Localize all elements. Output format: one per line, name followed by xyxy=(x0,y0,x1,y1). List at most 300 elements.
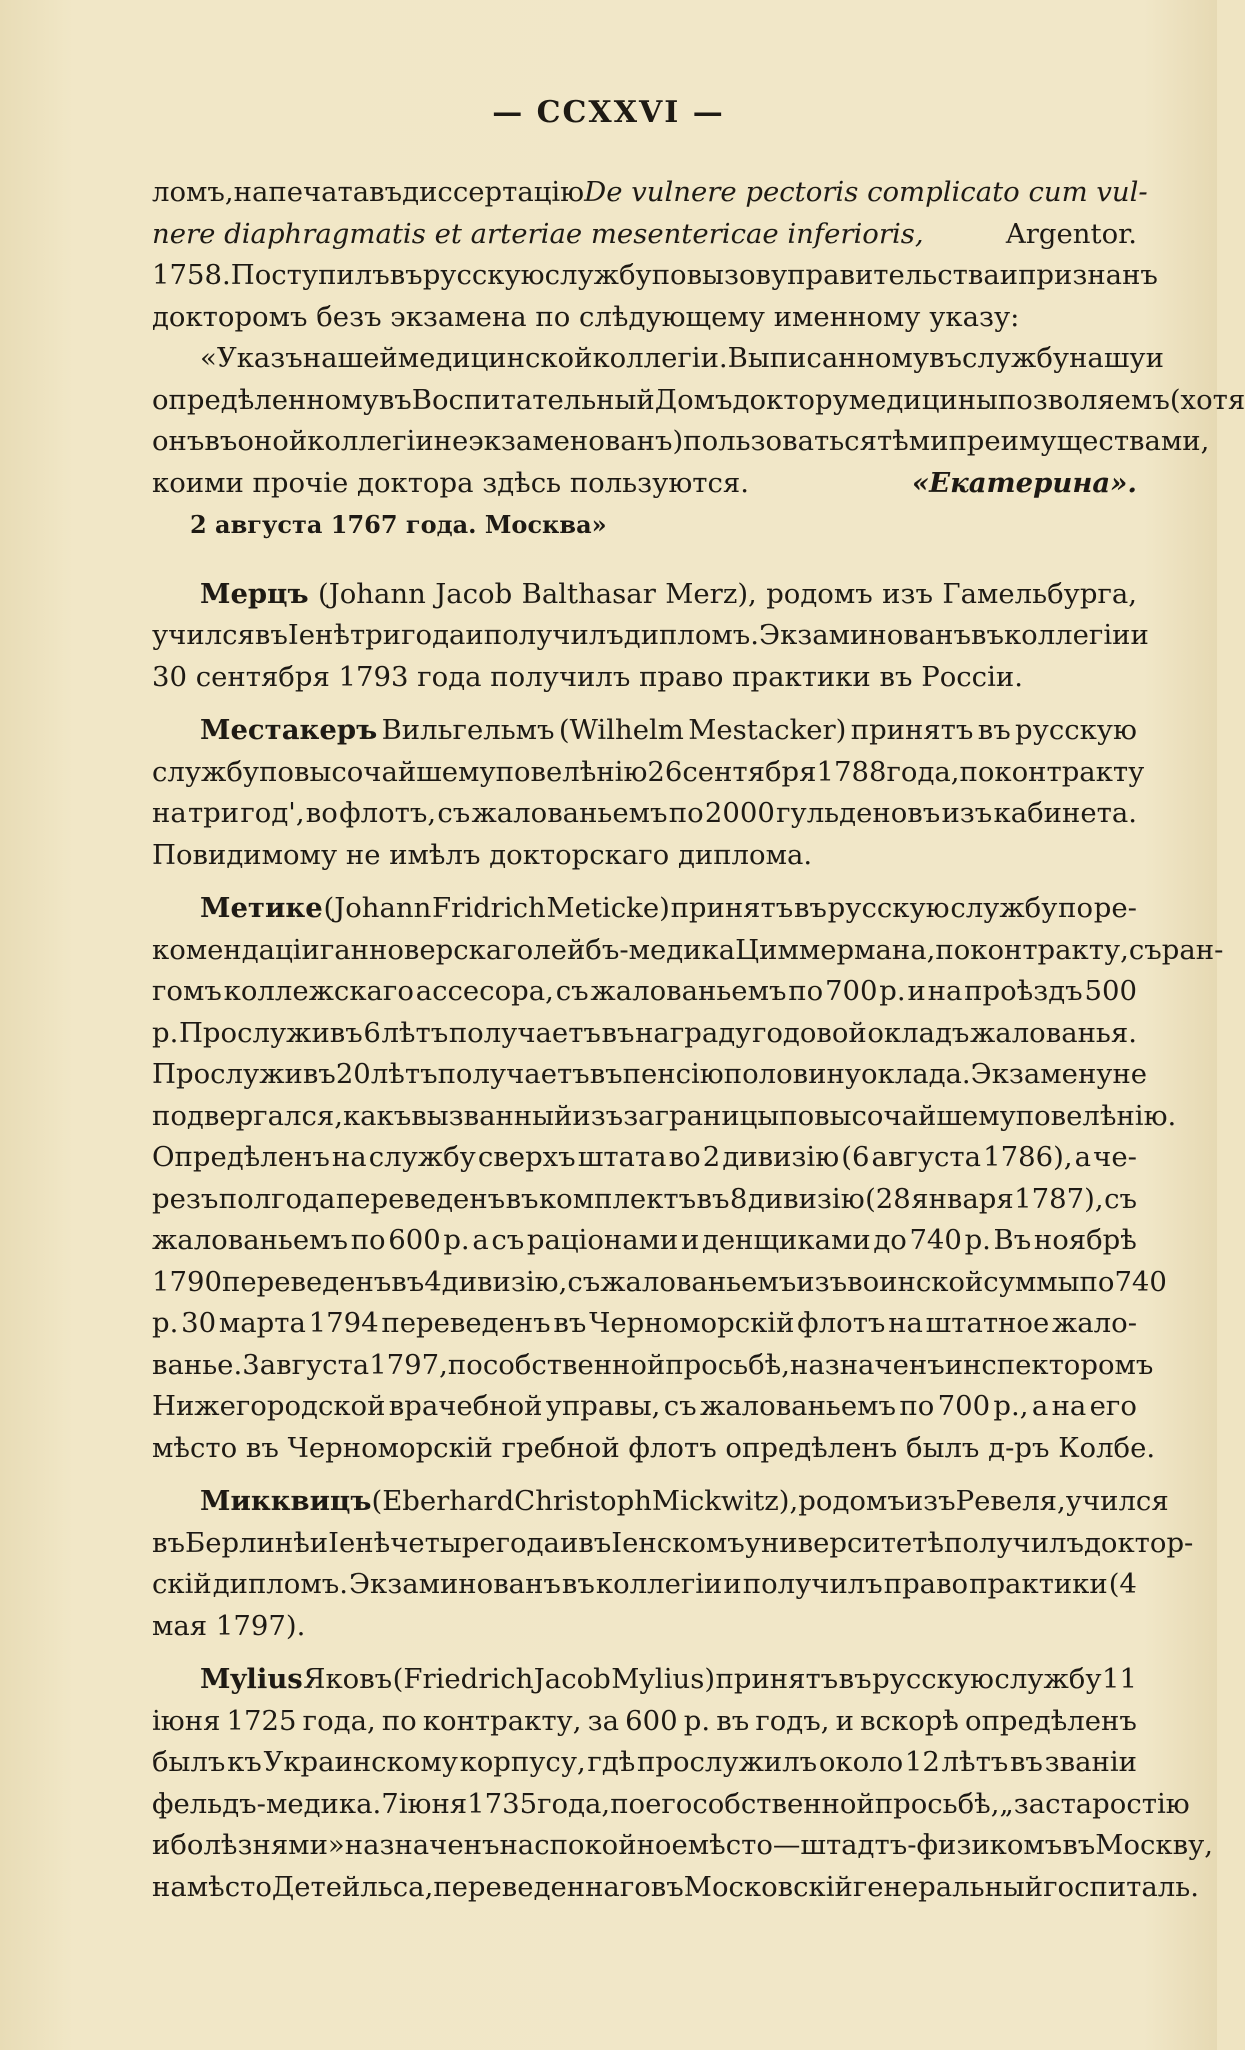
word: дивизію xyxy=(722,1141,840,1173)
word: во xyxy=(305,797,338,829)
text-line xyxy=(152,1054,1148,1096)
word: 8 xyxy=(729,1182,748,1215)
word: доктор- xyxy=(1084,1526,1194,1559)
word: 1787), xyxy=(1014,1182,1104,1215)
word: а xyxy=(472,1224,489,1256)
word: службу xyxy=(152,755,260,788)
word: годовой xyxy=(751,1016,867,1049)
word: въ xyxy=(970,619,1004,651)
word: ванье. xyxy=(152,1348,243,1381)
word: медицинской xyxy=(397,342,593,374)
word: экзаменованъ) xyxy=(468,425,684,457)
word: съ xyxy=(663,1390,697,1422)
word: Іенскомъ xyxy=(611,1526,745,1559)
word: учился xyxy=(1065,1485,1169,1517)
text-line xyxy=(152,1659,1137,1701)
word: съ xyxy=(1104,1182,1137,1215)
word: че- xyxy=(1093,1141,1137,1173)
word: награду xyxy=(635,1016,752,1049)
word: и xyxy=(559,1526,579,1559)
intro-block xyxy=(152,172,1245,546)
word: Черноморскій xyxy=(589,1307,795,1339)
word: 1790 xyxy=(152,1265,222,1298)
word: и xyxy=(999,259,1019,291)
word: службу xyxy=(544,259,652,291)
word: и xyxy=(309,1526,329,1559)
text-line xyxy=(152,1564,1137,1606)
word: въ xyxy=(152,1526,185,1559)
word: Поступилъ xyxy=(230,259,390,291)
word: августа xyxy=(871,1141,982,1173)
text-line xyxy=(152,1096,1177,1138)
text-line xyxy=(152,1345,1154,1387)
word: марта xyxy=(218,1307,306,1339)
word: напечатавъ xyxy=(233,176,403,208)
word: управы, xyxy=(545,1390,661,1422)
word: по xyxy=(935,933,971,966)
word: Balthasar xyxy=(521,577,656,610)
word: на xyxy=(152,797,187,829)
word: ломъ, xyxy=(152,176,234,208)
word: Повидимому не имѣлъ докторскаго диплома. xyxy=(152,838,813,871)
word: 12 xyxy=(904,1746,940,1778)
word: медицины xyxy=(848,383,998,416)
word: коллегіи. xyxy=(592,342,728,374)
word: какъ xyxy=(342,1099,412,1132)
word: лейбъ-медика xyxy=(533,933,736,966)
word: «Указъ xyxy=(200,342,303,374)
word: жалованьемъ xyxy=(600,1265,797,1298)
text-line xyxy=(152,463,1137,505)
word: къ xyxy=(227,1746,262,1778)
word: высочайшему xyxy=(293,755,496,788)
word: получилъ xyxy=(742,1568,883,1600)
word: 1797, xyxy=(369,1348,448,1381)
word: три xyxy=(187,797,240,829)
word: денщиками xyxy=(701,1224,871,1256)
word: 1794 xyxy=(308,1307,379,1339)
text-line xyxy=(152,930,1224,972)
word: Украинскому xyxy=(263,1746,458,1778)
word: тѣми xyxy=(876,425,949,457)
word: контракту xyxy=(994,755,1145,788)
word: опредѣленному xyxy=(152,383,379,416)
word: (6 xyxy=(841,1141,870,1173)
word: подвергался, xyxy=(152,1099,343,1132)
word: Mestacker) xyxy=(688,714,847,746)
word: пользоваться xyxy=(683,425,877,457)
word: оклада. xyxy=(860,1058,971,1090)
word: просьбѣ, xyxy=(665,1348,790,1381)
word: корпусу, xyxy=(459,1746,586,1778)
word: р. xyxy=(443,1224,470,1256)
word: диссертацію xyxy=(402,176,585,208)
word: пенсію xyxy=(622,1058,724,1090)
word: (4 xyxy=(1108,1568,1137,1600)
word: nere diaphragmatis et arteriae mesentericae inferioris, xyxy=(152,217,924,250)
word: по xyxy=(779,1099,815,1132)
word: 600 xyxy=(388,1224,441,1256)
word: августа xyxy=(259,1348,370,1381)
word: Въ xyxy=(993,1224,1032,1256)
text-line xyxy=(152,421,1210,463)
word: по xyxy=(1079,1265,1115,1298)
word: 4 xyxy=(424,1265,442,1298)
word: вскорѣ xyxy=(860,1704,959,1737)
text-line xyxy=(152,1523,1194,1565)
word: въ xyxy=(793,892,827,924)
word: принятъ xyxy=(850,714,974,746)
word: и xyxy=(907,975,926,1007)
word: Mickwitz), xyxy=(651,1485,799,1517)
text-line xyxy=(152,835,1137,877)
word: коллежскаго xyxy=(223,975,414,1007)
word: въ xyxy=(977,714,1011,746)
word: русскую xyxy=(827,892,950,924)
word: нашу xyxy=(1069,342,1146,374)
word: лѣтъ xyxy=(941,1746,1009,1778)
word: Jacob xyxy=(435,577,513,610)
word: января xyxy=(911,1182,1014,1215)
word: флотъ, xyxy=(339,797,437,829)
word: жалованья. xyxy=(970,1016,1137,1049)
word: суммы xyxy=(983,1265,1080,1298)
text-line xyxy=(152,1784,1190,1826)
entry-name: Местакеръ xyxy=(200,714,378,746)
word: родомъ xyxy=(766,577,873,610)
word: русскую xyxy=(422,259,545,291)
word: р. xyxy=(879,975,906,1007)
word: преимуществами, xyxy=(948,425,1210,457)
word: въ xyxy=(378,383,412,416)
text-line xyxy=(152,1179,1137,1221)
word: Merz), xyxy=(665,577,757,610)
word: изъ xyxy=(904,1485,956,1517)
word: по xyxy=(788,975,824,1007)
word: докторомъ безъ экзамена по слѣдующему именному указу: xyxy=(152,300,1020,333)
word: принятъ xyxy=(670,892,794,924)
word: въ xyxy=(1062,1829,1096,1861)
text-line xyxy=(152,172,1148,214)
word: мѣсто въ Черноморскій гребной флотъ опредѣленъ былъ д-ръ Колбе. xyxy=(152,1431,1156,1464)
entry-name: Mylius xyxy=(200,1663,303,1695)
word: раціонами xyxy=(526,1224,679,1256)
word: 740 xyxy=(1114,1265,1167,1298)
word: год', xyxy=(240,797,305,829)
word: до xyxy=(873,1224,907,1256)
word: р. xyxy=(152,1307,179,1339)
word: р. xyxy=(152,1016,179,1049)
word: іюня xyxy=(398,1787,468,1820)
word: русскую xyxy=(1015,714,1137,746)
word: службу xyxy=(994,1663,1102,1695)
word: окладъ xyxy=(867,1016,970,1049)
word: 7 xyxy=(381,1787,399,1820)
word: правительства xyxy=(787,259,1000,291)
word: госпиталь. xyxy=(1043,1870,1199,1903)
word: въ xyxy=(561,1568,595,1600)
word: Прослуживъ xyxy=(152,1058,336,1090)
word: и xyxy=(1130,619,1149,651)
word: былъ xyxy=(152,1746,226,1778)
text-line xyxy=(152,504,1137,546)
word: Mylius) xyxy=(611,1663,716,1695)
word: дивизію xyxy=(747,1182,865,1215)
word: оной xyxy=(237,425,308,457)
word: прослужилъ xyxy=(637,1746,818,1778)
word: 1735 xyxy=(467,1787,538,1820)
word: съ xyxy=(567,1265,601,1298)
word: въ xyxy=(601,1016,635,1049)
word: по xyxy=(259,755,294,788)
word: признанъ xyxy=(1018,259,1158,291)
word: Домъ xyxy=(654,383,733,416)
word: половину xyxy=(723,1058,861,1090)
word: званіи xyxy=(1044,1746,1137,1778)
text-line xyxy=(152,338,1164,380)
word: гомъ xyxy=(152,975,222,1007)
word: собственной xyxy=(482,1348,666,1381)
word: (Eberhard xyxy=(371,1485,515,1517)
word: право xyxy=(883,1568,969,1600)
text-line xyxy=(152,1137,1137,1179)
word: въ xyxy=(553,1307,587,1339)
word: русскую xyxy=(872,1663,994,1695)
word: Argentor. xyxy=(1005,217,1137,250)
word: въ xyxy=(650,1870,684,1903)
word: 30 xyxy=(181,1307,217,1339)
word: три xyxy=(349,619,402,651)
entry-paragraph xyxy=(152,710,1145,876)
word: 2 xyxy=(702,1141,721,1173)
word: за xyxy=(623,1099,655,1132)
word: изъ xyxy=(882,577,933,610)
word: коллегіи xyxy=(595,1568,723,1600)
word: 2 августа 1767 года. Москва» xyxy=(190,510,607,539)
word: переведеннаго xyxy=(433,1870,651,1903)
word: изъ xyxy=(796,1265,848,1298)
word: 500 xyxy=(1084,975,1137,1007)
word: назначенъ xyxy=(344,1829,500,1861)
word: а xyxy=(1031,1390,1049,1422)
word: 26 xyxy=(647,755,683,788)
word: получаетъ xyxy=(437,1058,590,1090)
word: жалованьемъ xyxy=(152,1224,349,1256)
word: высочайшему xyxy=(814,1099,1016,1132)
word: по xyxy=(668,797,704,829)
word: собственной xyxy=(692,1787,875,1820)
word: въ xyxy=(1009,1746,1043,1778)
word: въ xyxy=(716,1704,750,1737)
word: фельдъ-медика. xyxy=(152,1787,382,1820)
word: и xyxy=(152,1829,171,1861)
word: гульденовъ xyxy=(776,797,941,829)
word: года, xyxy=(886,755,960,788)
word: старостію xyxy=(1045,1787,1190,1820)
word: университетѣ xyxy=(744,1526,944,1559)
word: 11 xyxy=(1101,1663,1137,1695)
word: контракту, xyxy=(970,933,1129,966)
text-line xyxy=(152,1825,1214,1867)
word: Jacob xyxy=(533,1663,611,1695)
word: по xyxy=(651,259,687,291)
text-line xyxy=(152,1220,1137,1262)
word: съ xyxy=(1128,933,1162,966)
text-line xyxy=(152,574,1137,616)
word: на xyxy=(152,1870,187,1903)
word: родомъ xyxy=(798,1485,905,1517)
word: 1725 xyxy=(226,1704,297,1737)
word: Выписанному xyxy=(727,342,930,374)
word: опредѣленъ xyxy=(965,1704,1137,1737)
word: получилъ xyxy=(483,619,624,651)
word: De vulnere pectoris complicato cum vul- xyxy=(584,176,1148,208)
word: на xyxy=(1051,1390,1087,1422)
word: 600 xyxy=(625,1704,678,1737)
text-line xyxy=(152,214,1137,256)
word: по xyxy=(959,755,995,788)
word: принятъ xyxy=(715,1663,839,1695)
word: съ xyxy=(555,975,589,1007)
word: проѣздъ xyxy=(964,975,1083,1007)
word: по xyxy=(899,1390,935,1422)
text-line xyxy=(152,1428,1156,1470)
word: сентября xyxy=(682,755,817,788)
word: по xyxy=(610,1787,646,1820)
word: Экзаминованъ xyxy=(348,1568,561,1600)
word: жалованьемъ xyxy=(699,1390,897,1422)
entry-paragraph xyxy=(152,888,1224,1469)
word: Ревеля, xyxy=(955,1485,1066,1517)
word: и xyxy=(680,1224,700,1256)
word: ноябрѣ xyxy=(1033,1224,1137,1256)
word: ре- xyxy=(1093,892,1137,924)
entry-name: Микквицъ xyxy=(200,1485,372,1517)
word: сверхъ xyxy=(477,1141,576,1173)
text-line xyxy=(152,1386,1137,1428)
word: въ xyxy=(929,342,962,374)
word: Берлинѣ xyxy=(184,1526,310,1559)
text-line xyxy=(152,1606,1137,1648)
word: Экзаминованъ xyxy=(759,619,971,651)
word: штата xyxy=(577,1141,667,1173)
word: изъ xyxy=(572,1099,624,1132)
text-line xyxy=(152,1303,1137,1345)
word: инспекторомъ xyxy=(944,1348,1154,1381)
word: 30 сентября 1793 года получилъ право практики въ Россіи. xyxy=(152,660,1023,693)
word: (28 xyxy=(865,1182,911,1215)
word: повелѣнію xyxy=(495,755,648,788)
word: службу xyxy=(368,1141,476,1173)
word: коими прочіе доктора здѣсь пользуются. xyxy=(152,466,749,499)
word: болѣзнями» xyxy=(170,1829,345,1861)
word: а xyxy=(1074,1141,1092,1173)
word: ганноверскаго xyxy=(319,933,534,966)
word: жалованьемъ xyxy=(471,797,668,829)
word: получаетъ xyxy=(448,1016,601,1049)
word: 6 xyxy=(363,1016,381,1049)
word: не xyxy=(1112,1058,1148,1090)
word: (Johann xyxy=(323,892,432,924)
word: года, xyxy=(302,1704,376,1737)
text-line xyxy=(152,1742,1137,1784)
word: 20 xyxy=(335,1058,371,1090)
word: практики xyxy=(969,1568,1108,1600)
text-line xyxy=(152,1701,1137,1743)
word: іюня xyxy=(152,1704,221,1737)
word: полгода xyxy=(218,1182,336,1215)
word: 1788 xyxy=(816,755,887,788)
word: границы xyxy=(654,1099,780,1132)
word: по xyxy=(350,1224,386,1256)
text-line xyxy=(152,657,1137,699)
word: 700 xyxy=(824,975,878,1007)
text-line xyxy=(152,255,1158,297)
word: въ xyxy=(696,1182,730,1215)
word: кабинета. xyxy=(993,797,1137,829)
entry-paragraph xyxy=(152,574,1149,699)
text-line xyxy=(152,380,1245,422)
word: учился xyxy=(152,619,255,651)
word: 740 xyxy=(909,1224,962,1256)
word: флотъ xyxy=(797,1307,886,1339)
word: 700 xyxy=(937,1390,991,1422)
word: (Wilhelm xyxy=(558,714,684,746)
word: Экзамену xyxy=(970,1058,1113,1090)
word: около xyxy=(818,1746,904,1778)
word: на xyxy=(331,1141,367,1173)
page-number: — CCXXVI — xyxy=(492,95,725,130)
word: Детейльса, xyxy=(271,1870,434,1903)
word: онъ xyxy=(152,425,205,457)
word: по xyxy=(1058,892,1094,924)
word: и xyxy=(723,1568,742,1600)
word: переведенъ xyxy=(222,1265,392,1298)
word: дипломъ. xyxy=(623,619,760,651)
word: переведенъ xyxy=(335,1182,506,1215)
body-text xyxy=(152,172,1245,1908)
word: Московскій xyxy=(683,1870,853,1903)
word: по xyxy=(381,1704,417,1737)
word: Christoph xyxy=(514,1485,652,1517)
word: (хотя xyxy=(1169,383,1245,416)
word: его xyxy=(645,1787,693,1820)
word: доктору xyxy=(732,383,849,416)
word: ассесора, xyxy=(415,975,554,1007)
word: въ xyxy=(578,1526,612,1559)
word: Нижегородской xyxy=(152,1390,386,1422)
entry-name: Метике xyxy=(200,892,323,924)
word: Fridrich xyxy=(432,892,546,924)
word: Циммермана, xyxy=(735,933,936,966)
word: 1786), xyxy=(983,1141,1073,1173)
word: годъ, xyxy=(755,1704,830,1737)
word: „за xyxy=(999,1787,1046,1820)
word: 2000 xyxy=(704,797,775,829)
word: въ xyxy=(505,1182,539,1215)
word: съ xyxy=(491,1224,525,1256)
word: Meticke) xyxy=(546,892,670,924)
decree-signature: «Екатерина». xyxy=(911,466,1137,499)
word: (Johann xyxy=(317,577,426,610)
word: въ xyxy=(254,619,288,651)
word: ран- xyxy=(1161,933,1224,966)
word: въ xyxy=(391,1265,425,1298)
word: лѣтъ xyxy=(381,1016,449,1049)
word: дивизію, xyxy=(441,1265,568,1298)
word: резъ xyxy=(152,1182,219,1215)
text-line xyxy=(152,1262,1167,1304)
